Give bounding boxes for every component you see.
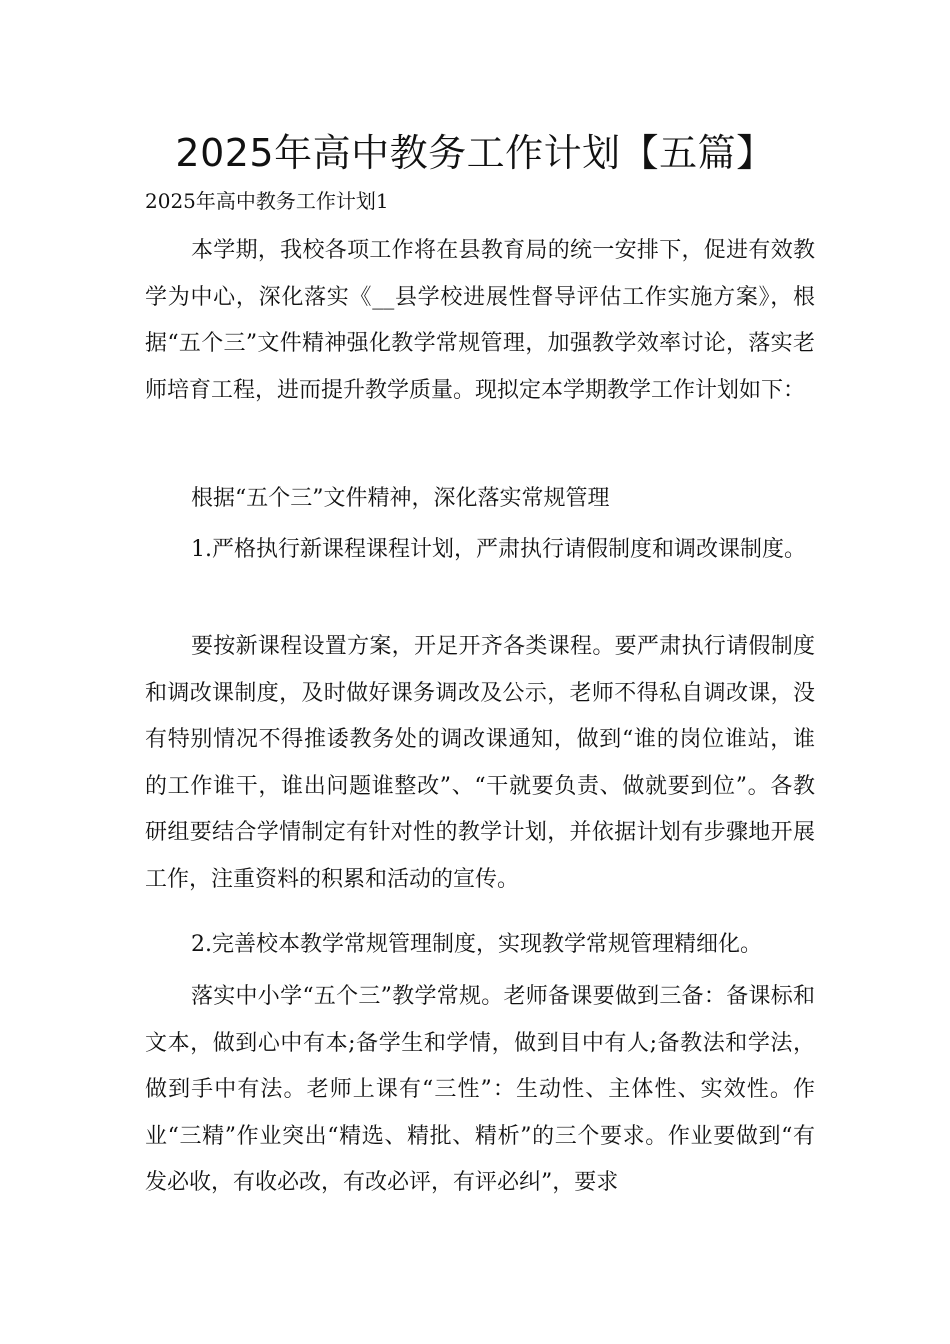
body-paragraph-1: 要按新课程设置方案，开足开齐各类课程。要严肃执行请假制度和调改课制度，及时做好课务调改及公示，老师不得私自调改课，没有特别情况不得推诿教务处的调改课通知，做到“谁的岗位谁站，谁的工作谁干，谁出问题谁整改”、“干就要负责、做就要到位”。各教研组要结合学情制定有针对性的教学计划，并依据计划有步骤地开展工作，注重资料的积累和活动的宣传。 (145, 634, 815, 892)
section-heading: 根据“五个三”文件精神，深化落实常规管理 (191, 486, 610, 511)
list-item-1: 1.严格执行新课程课程计划，严肃执行请假制度和调改课制度。 (191, 537, 806, 562)
body-paragraph-2: 落实中小学“五个三”教学常规。老师备课要做到三备：备课标和文本，做到心中有本;备学生和学情，做到目中有人;备教法和学法，做到手中有法。老师上课有“三性”：生动性、主体性、实效性。作业“三精”作业突出“精选、精批、精析”的三个要求。作业要做到“有发必收，有收必改，有改必评，有评必纠”，要求 (145, 984, 815, 1195)
intro-paragraph: 本学期，我校各项工作将在县教育局的统一安排下，促进有效教学为中心，深化落实《__县学校进展性督导评估工作实施方案》，根据“五个三”文件精神强化教学常规管理，加强教学效率讨论，落实老师培育工程，进而提升教学质量。现拟定本学期教学工作计划如下： (145, 238, 815, 403)
document-title: 2025年高中教务工作计划【五篇】 (175, 131, 775, 175)
section-subtitle: 2025年高中教务工作计划1 (145, 189, 389, 213)
list-item-2: 2.完善校本教学常规管理制度，实现教学常规管理精细化。 (191, 932, 762, 957)
